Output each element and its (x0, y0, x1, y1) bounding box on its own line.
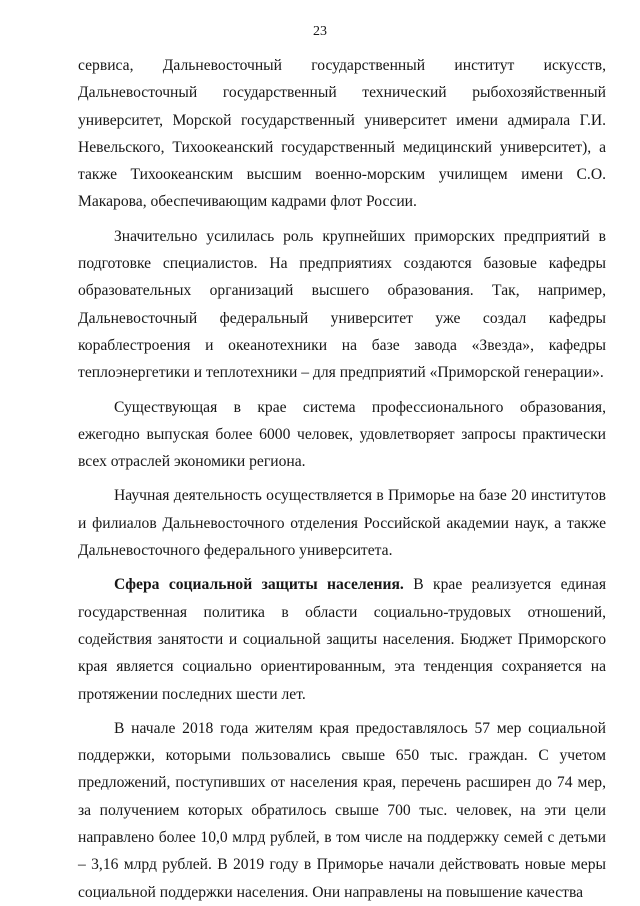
paragraph-professional-education: Существующая в крае система профессионального образования, ежегодно выпуская более 6000 человек, удовлетворяет запросы практически всех отраслей экономики региона. (78, 398, 606, 471)
page-number: 23 (313, 24, 327, 39)
document-body (78, 52, 606, 906)
paragraph-social-support: В начале 2018 года жителям края предоставлялось 57 мер социальной поддержки, которыми пользовались свыше 650 тыс. граждан. С учетом предложений, поступивших от населения края, перечень расширен до 74 мер, за получением которых обратилось свыше 700 тыс. человек, на эти цели направлено более 10,0 млрд рублей, в том числе на поддержку семей с детьми – 3,16 млрд рублей. В 2019 году в Приморье начали действовать новые меры социальной поддержки населения. Они направлены на повышение качества (78, 719, 606, 901)
paragraph-continuation: сервиса, Дальневосточный государственный институт искусств, Дальневосточный государственный технический рыбохозяйственный университет, Морской государственный университет имени адмирала Г.И. Невельского, Тихоокеанский государственный медицинский университет), а также Тихоокеанским высшим военно-морским училищем имени С.О. Макарова, обеспечивающим кадрами флот России. (78, 57, 606, 211)
paragraph-social-protection-text: В крае реализуется единая государственная политика в области социально-трудовых отношений, содействия занятости и социальной защиты населения. Бюджет Приморского края является социально ориентированным, эта тенденция сохраняется на протяжении последних шести лет. (78, 576, 606, 703)
paragraph-enterprises: Значительно усилилась роль крупнейших приморских предприятий в подготовке специалистов. На предприятиях создаются базовые кафедры образовательных организаций высшего образования. Так, например, Дальневосточный федеральный университет уже создал кафедры кораблестроения и океанотехники на базе завода «Звезда», кафедры теплоэнергетики и теплотехники – для предприятий «Приморской генерации». (78, 227, 606, 382)
paragraph-social-protection (78, 571, 606, 707)
section-heading-social-protection: Сфера социальной защиты населения. (114, 576, 404, 594)
paragraph-science: Научная деятельность осуществляется в Приморье на базе 20 институтов и филиалов Дальневосточного отделения Российской академии наук, а также Дальневосточного федерального университета. (78, 487, 606, 560)
